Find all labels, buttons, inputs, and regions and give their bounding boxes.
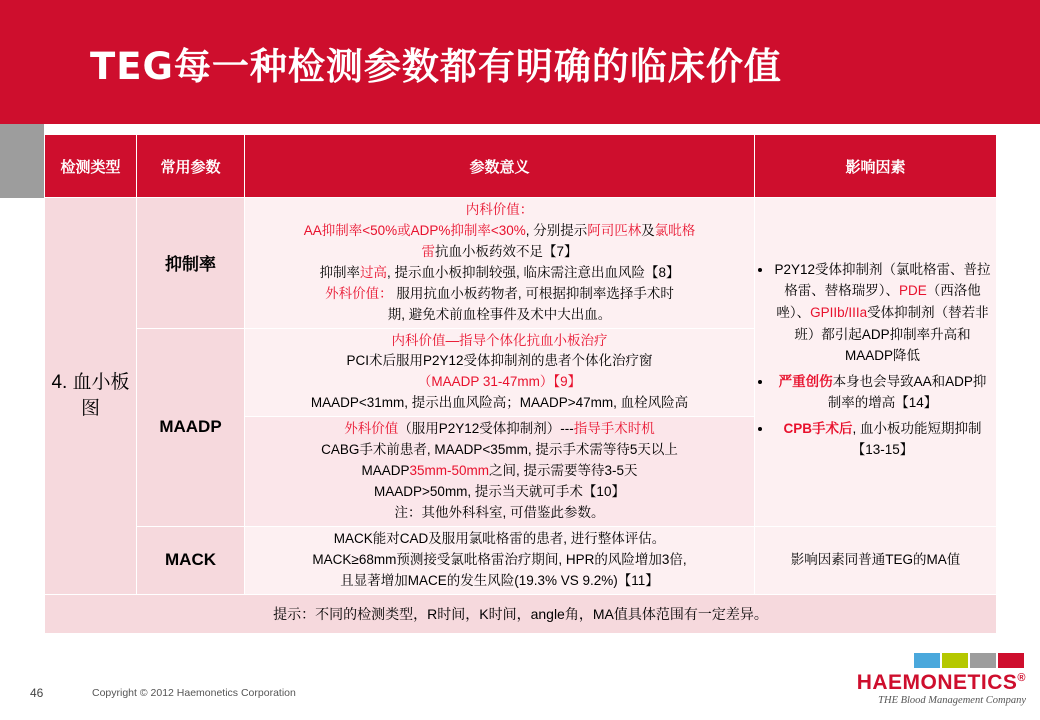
haemonetics-logo	[857, 652, 1026, 706]
txt: MAADP	[361, 463, 410, 479]
txt: 指导手术时机	[573, 421, 655, 437]
title-banner	[0, 0, 1040, 124]
txt: 注：其他外科科室, 可借鉴此参数。	[394, 504, 605, 520]
list-item	[773, 371, 992, 414]
txt: 外科价值	[344, 421, 399, 437]
copyright-text: Copyright © 2012 Haemonetics Corporation	[92, 687, 296, 699]
txt: 期, 避免术前血栓事件及术中大出血。	[387, 306, 612, 322]
txt: 严重创伤	[778, 373, 833, 389]
txt: CABG手术前患者, MAADP<35mm, 提示手术需等待5天以上	[321, 442, 678, 458]
header-detection-type: 检测类型	[45, 135, 137, 198]
txt: AA抑制率<50%或ADP%抑制率<30%	[303, 222, 526, 238]
txt: （服用P2Y12受体抑制剂）---	[398, 421, 574, 437]
txt: 受体抑制剂（替若非班）都引起ADP抑制率升高和MAADP降低	[794, 304, 989, 364]
logo-tagline: THE Blood Management Company	[878, 695, 1026, 706]
logo-square-grey	[970, 653, 996, 668]
txt: MAADP<31mm, 提示出血风险高；MAADP>47mm, 血栓风险高	[310, 395, 689, 411]
registered-mark-icon: ®	[1017, 672, 1026, 684]
txt: MACK能对CAD及服用氯吡格雷的患者, 进行整体评估。	[333, 530, 666, 546]
txt: 氯吡格	[654, 222, 696, 238]
left-white-strip	[0, 198, 44, 658]
txt: GPIIb/IIIa	[810, 304, 868, 320]
table-row	[45, 526, 997, 594]
txt: （西洛他唑）、	[776, 283, 981, 320]
param-inhibition-rate: 抑制率	[137, 198, 245, 329]
txt: , 分别提示	[525, 222, 588, 238]
txt: 内科价值—指导	[391, 332, 486, 348]
meaning-maadp-surgical	[245, 417, 755, 527]
txt: 内科价值：	[465, 202, 534, 217]
txt: MACK≥68mm预测接受氯吡格雷治疗期间, HPR的风险增加3倍,	[312, 551, 687, 567]
txt: 阿司匹林	[587, 222, 642, 238]
page-number: 46	[30, 686, 44, 700]
list-item	[773, 259, 992, 367]
txt: 雷	[421, 243, 435, 259]
txt: （MAADP 31-47mm）【9】	[417, 374, 582, 390]
footer-note: 提示：不同的检测类型，R时间，K时间，angle角，MA值具体范围有一定差异。	[45, 594, 997, 633]
txt: , 提示血小板抑制较强, 临床需注意出血风险【8】	[386, 264, 680, 280]
logo-name	[857, 671, 1026, 695]
txt: 及	[641, 222, 655, 238]
influence-platelet-mapping	[755, 198, 997, 527]
logo-name-text: HAEMONETICS	[856, 671, 1018, 694]
teg-parameter-table	[44, 134, 997, 634]
slide-footer	[0, 671, 1040, 720]
header-common-parameter: 常用参数	[137, 135, 245, 198]
meaning-inhibition-rate	[245, 198, 755, 329]
txt: PCI术后服用P2Y12受体抑制剂的患者个体化治疗窗	[346, 353, 653, 369]
txt: 本身也会导致AA和ADP抑制率的增高【14】	[827, 373, 987, 411]
table-footer-note-row	[45, 594, 997, 633]
page-title: TEG每一种检测参数都有明确的临床价值	[90, 45, 782, 88]
logo-square-blue	[914, 653, 940, 668]
category-cell: 4. 血小板图	[45, 198, 137, 595]
header-parameter-meaning: 参数意义	[245, 135, 755, 198]
txt: CPB手术后	[783, 420, 853, 436]
txt: 之间, 提示需要等待3-5天	[489, 463, 638, 479]
txt: , 血小板功能短期抑制【13-15】	[851, 420, 982, 458]
txt: 抗血小板药效不足【7】	[434, 243, 578, 259]
influence-mack: 影响因素同普通TEG的MA值	[755, 526, 997, 594]
header-influencing-factors: 影响因素	[755, 135, 997, 198]
left-grey-strip	[0, 124, 44, 198]
txt: 外科价值：	[325, 285, 393, 301]
table-row	[45, 198, 997, 329]
txt: 抑制率	[319, 264, 360, 280]
txt: 个体化抗血小板治疗	[486, 332, 608, 348]
meaning-maadp-internal	[245, 328, 755, 417]
txt: 过高	[359, 264, 387, 280]
txt: 服用抗血小板药物者, 可根据抑制率选择手术时	[392, 285, 674, 301]
txt: 且显著增加MACE的发生风险(19.3% VS 9.2%)【11】	[340, 572, 659, 588]
param-mack: MACK	[137, 526, 245, 594]
txt: P2Y12受体抑制剂（氯吡格雷、普拉格雷、替格瑞罗）、	[774, 261, 991, 299]
logo-squares	[857, 652, 1026, 670]
logo-square-red	[998, 653, 1024, 668]
txt: 35mm-50mm	[409, 463, 489, 479]
meaning-mack	[245, 526, 755, 594]
txt: PDE	[898, 283, 927, 299]
logo-square-green	[942, 653, 968, 668]
list-item	[773, 418, 992, 461]
txt: MAADP>50mm, 提示当天就可手术【10】	[374, 483, 625, 499]
table-header-row	[45, 135, 997, 198]
param-maadp: MAADP	[137, 328, 245, 526]
